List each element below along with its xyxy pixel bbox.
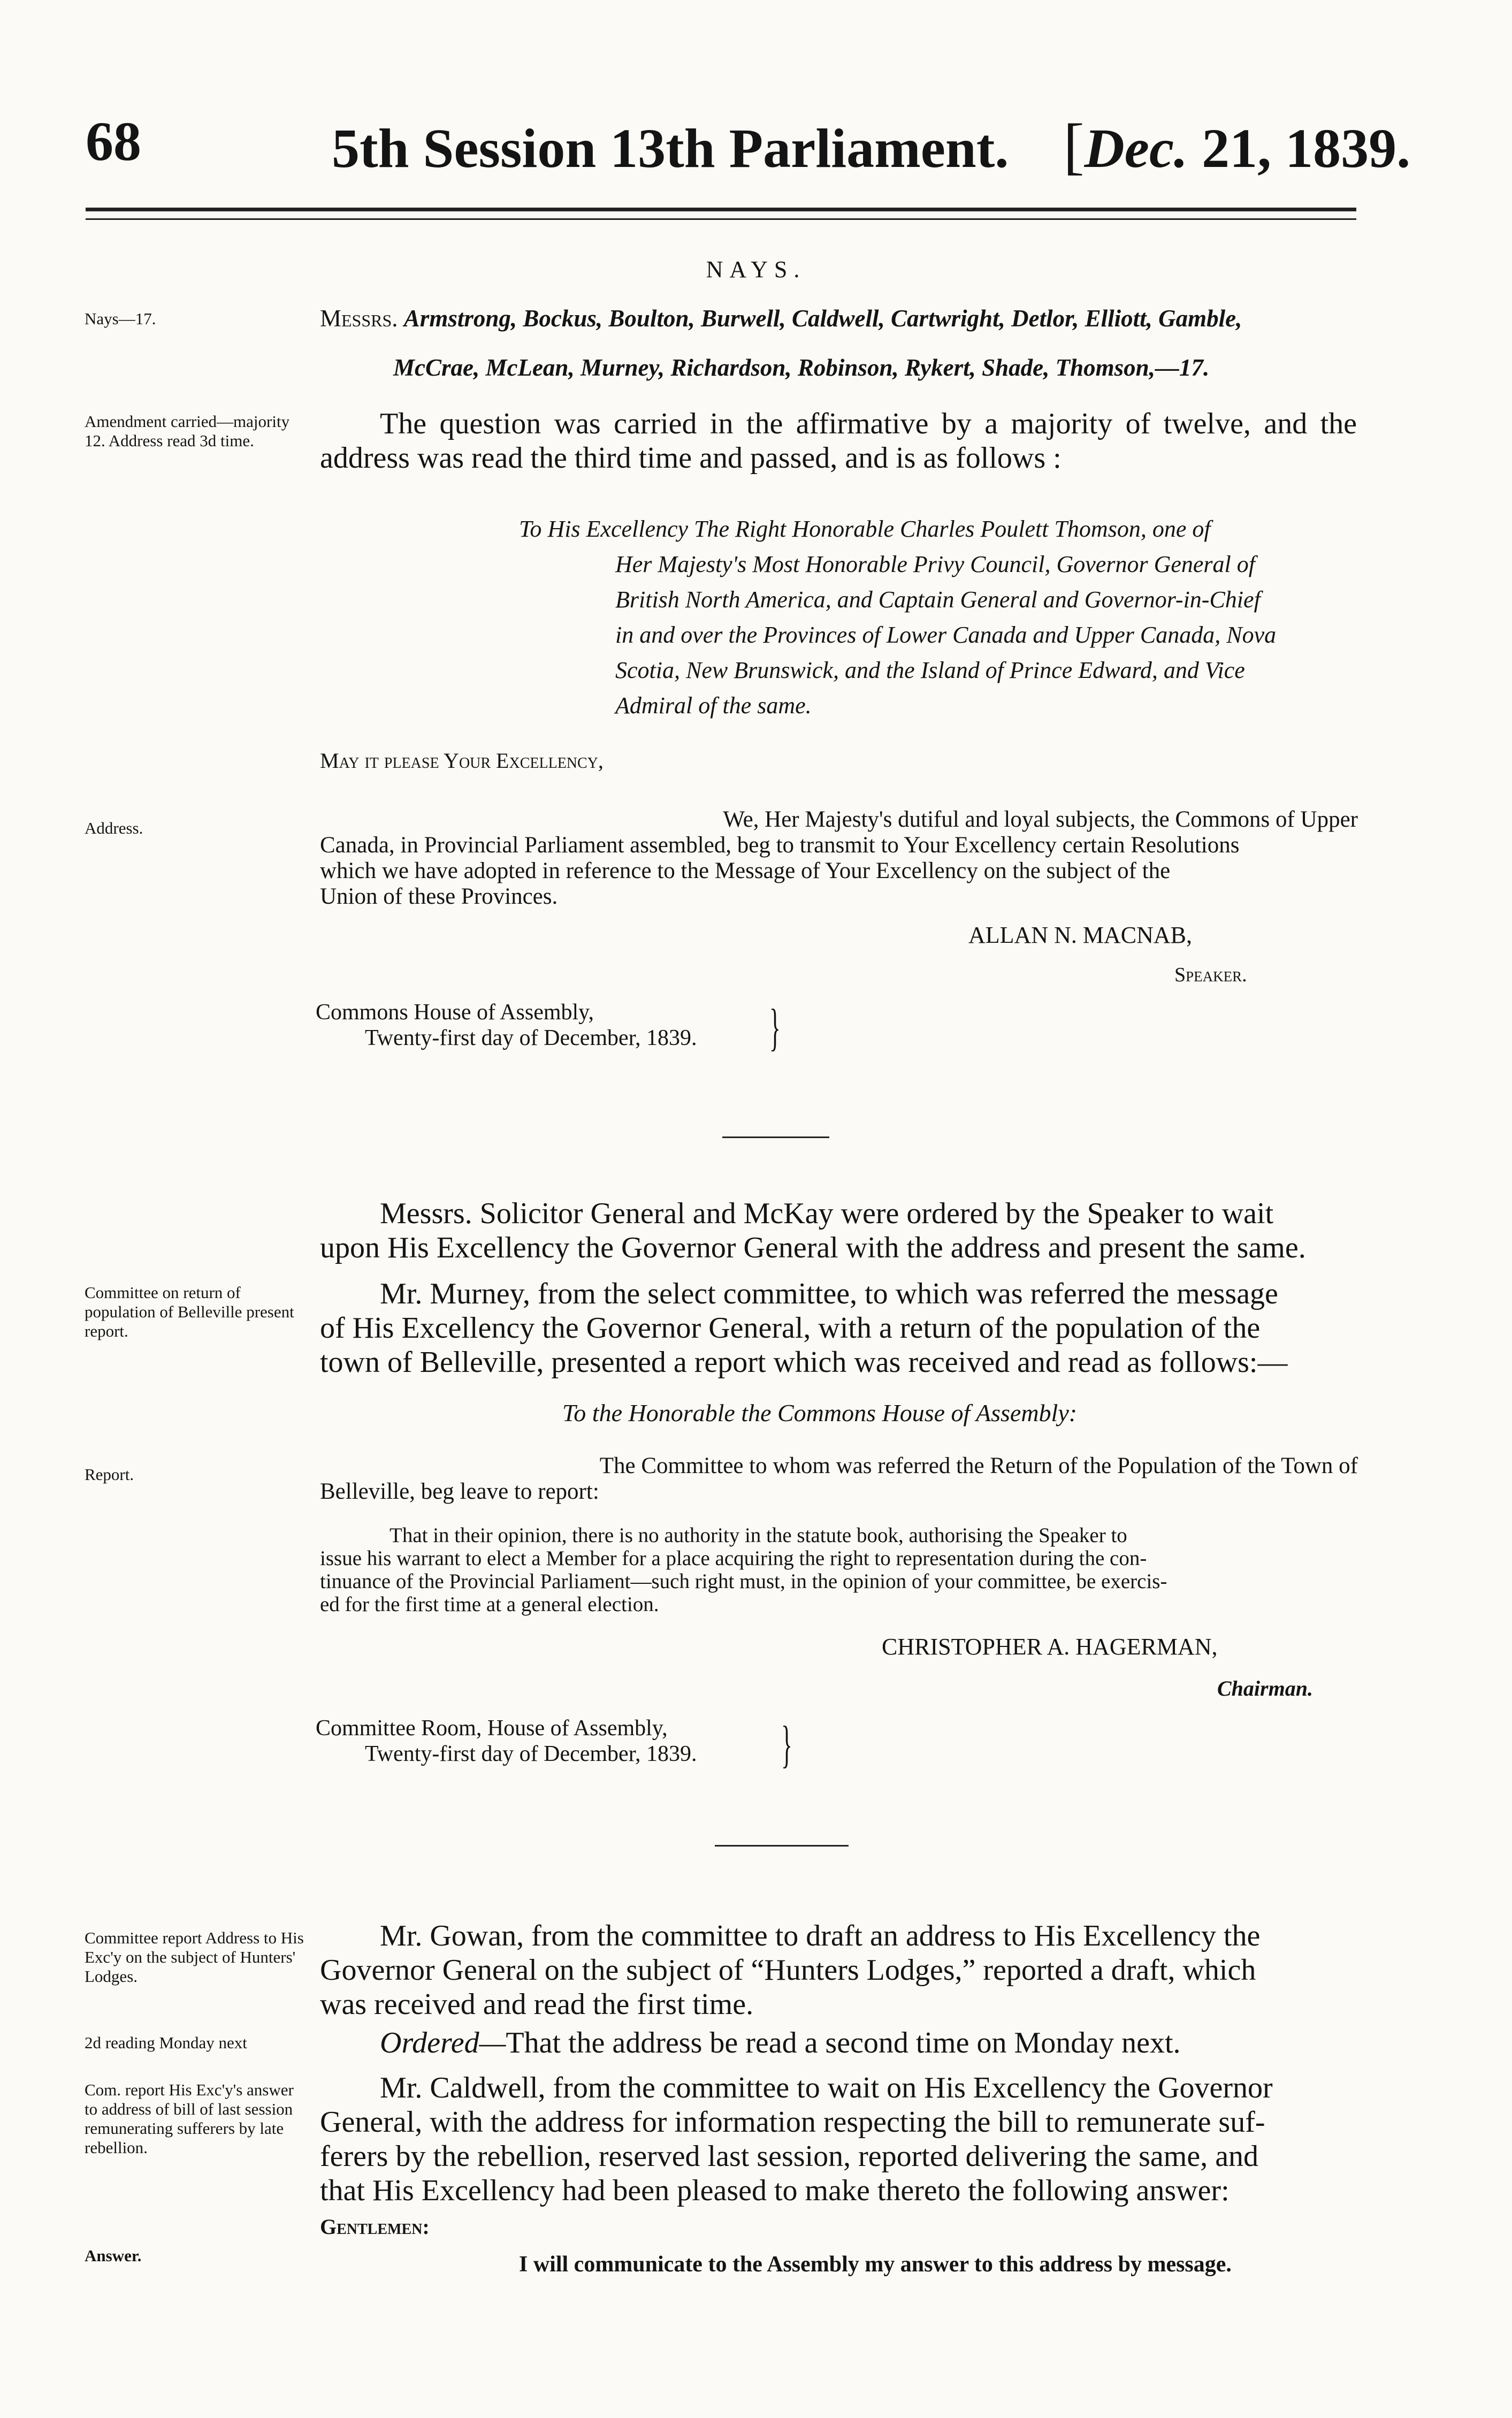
amendment-text: The question was carried in the affirmative by a majority of twelve, and the address was read the third time and passed, and is as follows : [320, 407, 1357, 475]
salutation: May it please Your Excellency, [320, 749, 604, 773]
nays-prefix: Messrs. [320, 305, 398, 332]
address-line-4: Union of these Provinces. [320, 884, 558, 909]
report-p2-line-2: issue his warrant to elect a Member for a place acquiring the right to representation during the con- [320, 1547, 1147, 1570]
answer-text: I will communicate to the Assembly my answer to this address by message. [519, 2252, 1232, 2277]
para-ordered [380, 2026, 1181, 2060]
running-head [332, 110, 1410, 182]
margin-note-report: Report. [85, 1465, 134, 1484]
address-to-line-3: British North America, and Captain General and Governor-in-Chief [615, 586, 1261, 613]
report-p1-line-1: The Committee to whom was referred the Return of the Population of the Town of [599, 1453, 1358, 1478]
address-line-3: which we have adopted in reference to the Message of Your Excellency on the subject of the [320, 858, 1171, 883]
margin-note-nays: Nays—17. [85, 309, 156, 328]
para-caldwell [320, 2071, 1358, 2208]
murney-line-1: Mr. Murney, from the select committee, to which was referred the message [380, 1277, 1278, 1310]
address-to-line-6: Admiral of the same. [615, 692, 812, 719]
address-line-2: Canada, in Provincial Parliament assembled, beg to transmit to Your Excellency certain Resolutions [320, 833, 1240, 858]
para-gowan [320, 1919, 1358, 2022]
address-to-line-4: in and over the Provinces of Lower Canada and Upper Canada, Nova [615, 622, 1277, 648]
address-to-line-5: Scotia, New Brunswick, and the Island of Prince Edward, and Vice [615, 657, 1245, 683]
date-bracket: [ [1063, 111, 1085, 181]
report-p2-line-4: ed for the first time at a general election. [320, 1593, 659, 1616]
para-wait [320, 1196, 1358, 1265]
report-p2-line-1: That in their opinion, there is no authority in the statute book, authorising the Speaker to [390, 1524, 1127, 1547]
para-wait-line-2: upon His Excellency the Governor General with the address and present the same. [320, 1231, 1306, 1264]
ordered-text: That the address be read a second time on Monday next. [506, 2026, 1181, 2060]
nays-line-1 [320, 304, 1369, 333]
date-month: Dec. [1084, 118, 1188, 179]
brace-1: } [769, 998, 781, 1056]
nays-names-2: McCrae, McLean, Murney, Richardson, Robinson, Rykert, Shade, Thomson,—17. [393, 354, 1210, 381]
caldwell-line-4: that His Excellency had been pleased to make thereto the following answer: [320, 2174, 1230, 2207]
gowan-line-1: Mr. Gowan, from the committee to draft an address to His Excellency the [380, 1919, 1261, 1952]
separator-2 [715, 1845, 849, 1847]
report-date: Twenty-first day of December, 1839. [365, 1742, 697, 1766]
signer-macnab: ALLAN N. MACNAB, [968, 922, 1192, 948]
address-place: Commons House of Assembly, [316, 1000, 594, 1025]
address-date-block [316, 1000, 697, 1051]
address-date: Twenty-first day of December, 1839. [365, 1026, 697, 1050]
margin-note-caldwell: Com. report His Exc'y's answer to address of bill of last session remunerating sufferers by late rebellion. [85, 2080, 294, 2157]
header-rule-thin [86, 218, 1356, 220]
address-body [320, 807, 1358, 910]
caldwell-line-3: ferers by the rebellion, reserved last session, reported delivering the same, and [320, 2140, 1259, 2173]
margin-note-gowan: Committee report Address to His Exc'y on the subject of Hunters' Lodges. [85, 1928, 304, 1986]
separator-1 [722, 1136, 829, 1138]
nays-names-1: Armstrong, Bockus, Boulton, Burwell, Caldwell, Cartwright, Detlor, Elliott, Gamble, [403, 305, 1242, 332]
caldwell-line-2: General, with the address for information respecting the bill to remunerate suf- [320, 2106, 1265, 2139]
report-date-block [316, 1715, 697, 1767]
margin-note-answer: Answer. [85, 2246, 142, 2265]
signer-hagerman-title: Chairman. [1217, 1676, 1313, 1700]
murney-heading: To the Honorable the Commons House of Assembly: [562, 1399, 1078, 1427]
report-p2-line-3: tinuance of the Provincial Parliament—such right must, in the opinion of your committee, be exercis- [320, 1570, 1167, 1593]
gowan-line-3: was received and read the first time. [320, 1988, 754, 2021]
report-place: Committee Room, House of Assembly, [316, 1716, 668, 1741]
address-line-1: We, Her Majesty's dutiful and loyal subjects, the Commons of Upper [723, 807, 1358, 832]
address-to-block [519, 512, 1276, 723]
address-to-line-1: To His Excellency The Right Honorable Charles Poulett Thomson, one of [519, 516, 1211, 542]
murney-line-2: of His Excellency the Governor General, with a return of the population of the [320, 1311, 1261, 1345]
running-head-title: 5th Session 13th Parliament. [332, 118, 1009, 179]
para-wait-line-1: Messrs. Solicitor General and McKay were ordered by the Speaker to wait [380, 1197, 1274, 1230]
page-number: 68 [86, 111, 141, 172]
report-p2 [320, 1524, 1358, 1616]
nays-heading: NAYS. [706, 256, 806, 283]
answer-salutation: Gentlemen: [320, 2215, 430, 2239]
murney-line-3: town of Belleville, presented a report which was received and read as follows:— [320, 1346, 1288, 1379]
signer-hagerman: CHRISTOPHER A. HAGERMAN, [882, 1634, 1218, 1660]
ordered-label: Ordered— [380, 2026, 506, 2060]
caldwell-line-1: Mr. Caldwell, from the committee to wait on His Excellency the Governor [380, 2071, 1273, 2104]
margin-note-amendment: Amendment carried—majority 12. Address read 3d time. [85, 412, 290, 450]
report-p1 [320, 1453, 1358, 1505]
margin-note-address: Address. [85, 819, 143, 837]
gowan-line-2: Governor General on the subject of “Hunters Lodges,” reported a draft, which [320, 1954, 1256, 1987]
date-rest: 21, 1839. [1202, 118, 1411, 179]
margin-note-murney: Committee on return of population of Belleville present report. [85, 1283, 294, 1340]
report-p1-line-2: Belleville, beg leave to report: [320, 1479, 599, 1504]
brace-2: } [781, 1715, 792, 1773]
para-murney [320, 1277, 1358, 1379]
signer-macnab-title: Speaker. [1174, 964, 1247, 986]
header-rule-thick [86, 208, 1356, 211]
address-to-line-2: Her Majesty's Most Honorable Privy Council, Governor General of [615, 551, 1255, 577]
margin-note-ordered: 2d reading Monday next [85, 2033, 247, 2052]
